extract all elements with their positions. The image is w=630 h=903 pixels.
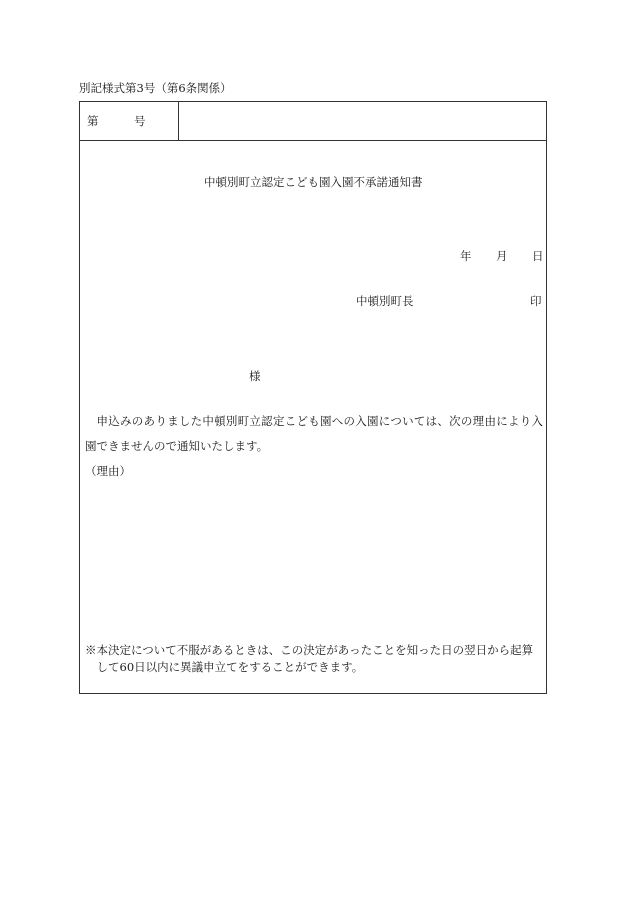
reason-label: （理由）: [85, 464, 131, 478]
date-year-label: 年: [460, 249, 472, 263]
recipient-honorific: 様: [249, 369, 261, 383]
notice-body-text: 申込みのありました中頓別町立認定こども園への入園については、次の理由により入園できませんので通知いたします。: [85, 414, 543, 453]
appeal-notice: ※本決定について不服があるときは、この決定があったことを知った日の翌日から起算して60日以内に異議申立てをすることができます。: [85, 643, 534, 674]
form-number-title: 別記様式第3号（第6条関係）: [79, 81, 232, 95]
document-heading: 中頓別町立認定こども園入園不承諾通知書: [204, 175, 423, 189]
document-number-label-cell: [80, 102, 179, 140]
date-month-label: 月: [496, 249, 508, 263]
issuer-name: 中頓別町長: [356, 294, 414, 308]
number-label-dai: 第: [87, 114, 99, 128]
document-number-value: [179, 102, 546, 140]
document-number-row: [80, 102, 546, 141]
notice-form: [79, 101, 547, 694]
number-label-go: 号: [134, 114, 146, 128]
date-day-label: 日: [532, 249, 544, 263]
seal-mark: 印: [530, 294, 542, 308]
